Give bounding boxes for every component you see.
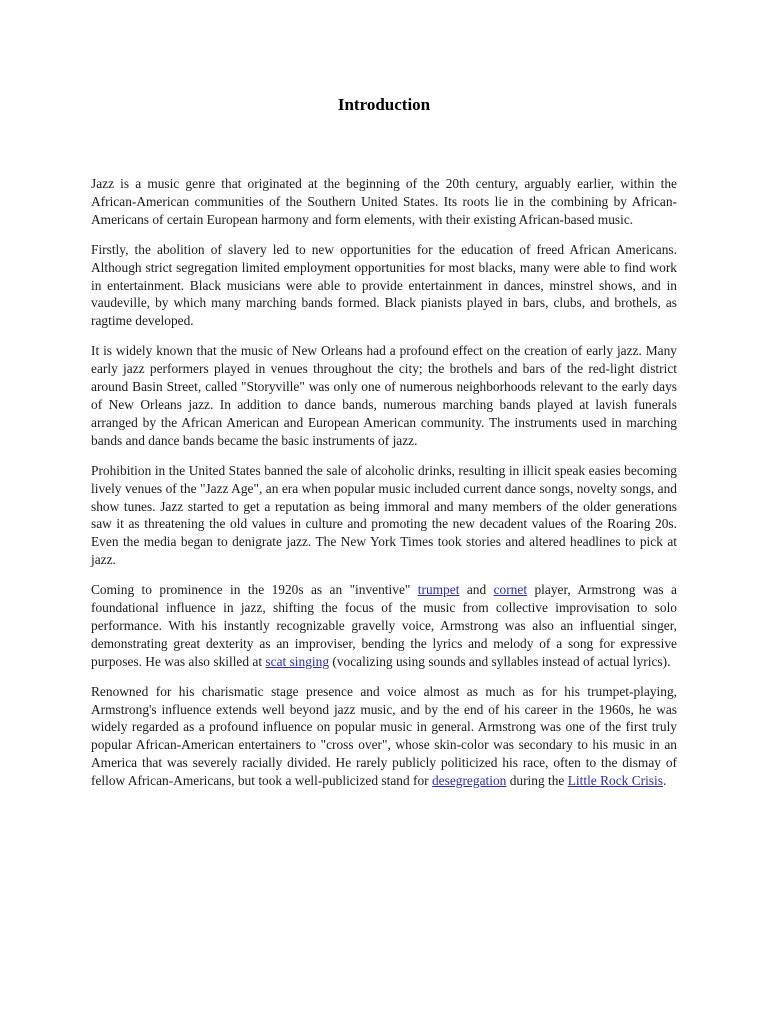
paragraph-text-segment: during the: [506, 773, 568, 789]
page-title: Introduction: [337, 95, 431, 114]
link-scat-singing[interactable]: scat singing: [265, 653, 330, 669]
paragraph-text-segment: .: [662, 773, 667, 789]
link-desegregation[interactable]: desegregation: [431, 773, 507, 789]
paragraph-text-segment: player, Armstrong was a foundational influence in jazz, shifting the focus of the music from collective improvisation to solo performance. With his instantly recognizable gravelly voice, Armstrong was also an influential singer, demonstrating great dexterity as an improviser, bending the lyrics and melody of a song for expressive purposes. He was also skilled at: [91, 582, 677, 669]
paragraph-armstrong-prominence: [91, 581, 677, 671]
document-body: [91, 175, 677, 802]
paragraph-armstrong-influence: [91, 683, 677, 790]
paragraph-text-segment: Coming to prominence in the 1920s as an "inventive": [91, 582, 418, 598]
paragraph-abolition: Firstly, the abolition of slavery led to new opportunities for the education of freed African Americans. Although strict segregation limited employment opportunities for most blacks, many were able to find work in entertainment. Black musicians were able to provide entertainment in dances, minstrel shows, and in vaudeville, by which many marching bands formed. Black pianists played in bars, clubs, and brothels, as ragtime developed.: [91, 241, 677, 329]
paragraph-prohibition: Prohibition in the United States banned the sale of alcoholic drinks, resulting in illicit speak easies becoming lively venues of the "Jazz Age", an era when popular music included current dance songs, novelty songs, and show tunes. Jazz started to get a reputation as being immoral and many members of the older generations saw it as threatening the old values in culture and promoting the new decadent values of the Roaring 20s. Even the media began to denigrate jazz. The New York Times took stories and altered headlines to pick at jazz.: [91, 462, 677, 568]
link-cornet[interactable]: cornet: [493, 582, 528, 598]
paragraph-text-segment: Renowned for his charismatic stage presence and voice almost as much as for his trumpet-playing, Armstrong's influence extends well beyond jazz music, and by the end of his career in the 1960s, he was widely regarded as a profound influence on popular music in general. Armstrong was one of the first truly popular African-American entertainers to "cross over", whose skin-color was secondary to his music in an America that was severely racially divided. He rarely publicly politicized his race, often to the dismay of fellow African-Americans, but took a well-publicized stand for: [91, 683, 677, 789]
link-little-rock-crisis[interactable]: Little Rock Crisis: [567, 773, 663, 789]
link-trumpet[interactable]: trumpet: [417, 582, 460, 598]
paragraph-jazz-origins: Jazz is a music genre that originated at the beginning of the 20th century, arguably earlier, within the African-American communities of the Southern United States. Its roots lie in the combining by African-Americans of certain European harmony and form elements, with their existing African-based music.: [91, 176, 677, 227]
paragraph-new-orleans: It is widely known that the music of New Orleans had a profound effect on the creation of early jazz. Many early jazz performers played in venues throughout the city; the brothels and bars of the red-light district around Basin Street, called "Storyville" was only one of numerous neighborhoods relevant to the early days of New Orleans jazz. In addition to dance bands, numerous marching bands played at lavish funerals arranged by the African American and European American community. The instruments used in marching bands and dance bands became the basic instruments of jazz.: [91, 343, 677, 448]
paragraph-text-segment: (vocalizing using sounds and syllables instead of actual lyrics).: [329, 653, 671, 669]
paragraph-text-segment: and: [459, 582, 494, 598]
